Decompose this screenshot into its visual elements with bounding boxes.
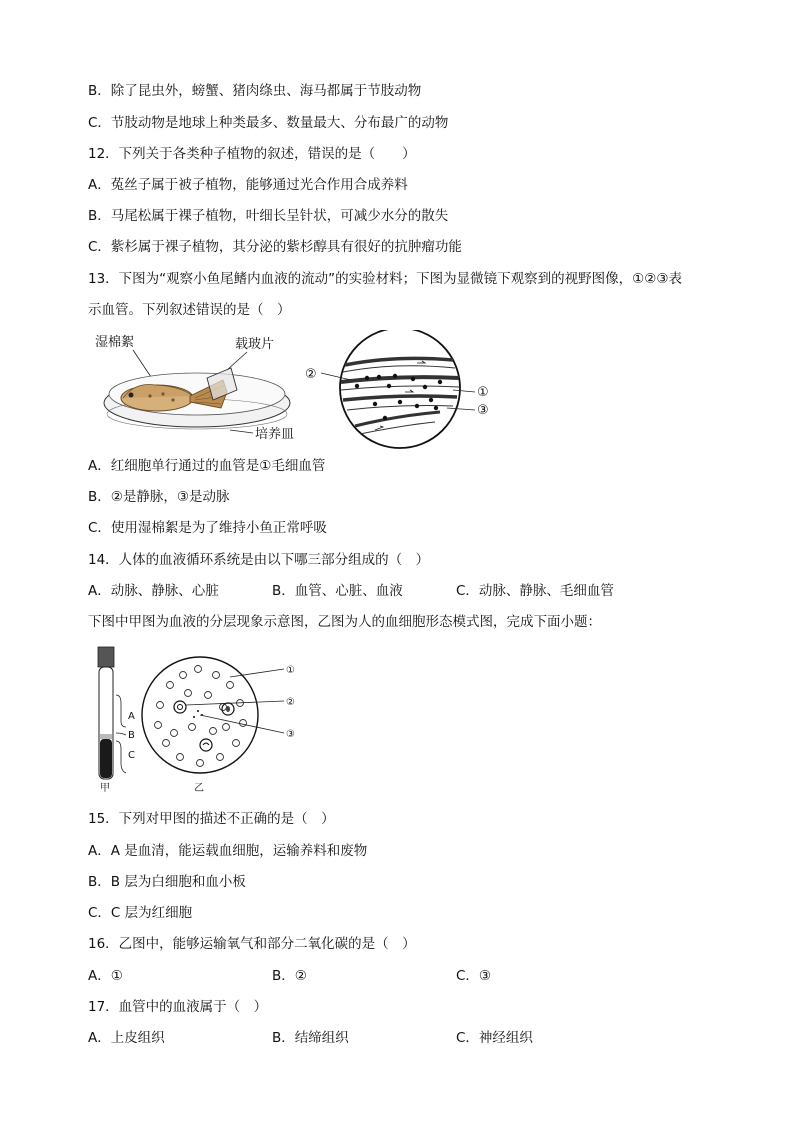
q12-option-b: B．马尾松属于裸子植物，叶细长呈针状，可减少水分的散失	[88, 208, 449, 224]
q14-option-a: A．动脉、静脉、心脏	[88, 583, 219, 599]
q16-option-c: C．③	[456, 968, 492, 984]
q14-option-b: B．血管、心脏、血液	[272, 583, 403, 599]
q17-option-b: B．结缔组织	[272, 1030, 349, 1046]
label-dish: 培养皿	[255, 427, 295, 442]
q12-option-c: C．紫杉属于裸子植物，其分泌的紫杉醇具有很好的抗肿瘤功能	[88, 239, 462, 255]
q15-option-b: B．B 层为白细胞和血小板	[88, 874, 246, 890]
label-layer-b: B	[128, 730, 135, 741]
q12-option-a: A．菟丝子属于被子植物，能够通过光合作用合成养料	[88, 177, 408, 193]
figure-fish-microscope	[95, 330, 515, 450]
q16-option-a: A．①	[88, 968, 123, 984]
q15-17-intro: 下图中甲图为血液的分层现象示意图，乙图为人的血细胞形态模式图，完成下面小题：	[88, 614, 601, 630]
test-tube-icon	[98, 647, 114, 779]
microscope-field	[340, 330, 460, 448]
q13-option-a: A．红细胞单行通过的血管是①毛细血管	[88, 458, 326, 474]
q15-stem: 15．下列对甲图的描述不正确的是（ ）	[88, 811, 335, 827]
label-cell-1: ①	[286, 665, 295, 676]
figure-blood-layers-cells	[88, 645, 318, 795]
q13-stem-line1: 13．下图为“观察小鱼尾鳍内血液的流动”的实验材料；下图为显微镜下观察到的视野图像，①②③表	[88, 271, 682, 287]
q13-option-c: C．使用湿棉絮是为了维持小鱼正常呼吸	[88, 520, 327, 536]
q17-option-c: C．神经组织	[456, 1030, 533, 1046]
q15-option-a: A．A 是血清，能运载血细胞，运输养料和废物	[88, 843, 368, 859]
label-vessel-2: ②	[305, 367, 317, 382]
q15-option-c: C．C 层为红细胞	[88, 905, 193, 921]
label-cell-2: ②	[286, 697, 295, 708]
label-yi: 乙	[194, 783, 204, 794]
q16-option-b: B．②	[272, 968, 307, 984]
q11-option-c: C．节肢动物是地球上种类最多、数量最大、分布最广的动物	[88, 115, 449, 131]
label-cell-3: ③	[286, 729, 295, 740]
q14-option-c: C．动脉、静脉、毛细血管	[456, 583, 614, 599]
q13-stem-line2: 示血管。下列叙述错误的是（ ）	[88, 302, 291, 318]
label-vessel-3: ③	[477, 403, 489, 418]
q17-option-a: A．上皮组织	[88, 1030, 165, 1046]
label-slide: 载玻片	[235, 337, 275, 352]
q14-stem: 14．人体的血液循环系统是由以下哪三部分组成的（ ）	[88, 552, 430, 568]
q17-stem: 17．血管中的血液属于（ ）	[88, 999, 268, 1015]
label-layer-c: C	[128, 750, 135, 761]
q11-option-b: B．除了昆虫外，螃蟹、猪肉绦虫、海马都属于节肢动物	[88, 83, 422, 99]
q12-stem: 12．下列关于各类种子植物的叙述，错误的是（ ）	[88, 146, 416, 162]
label-jia: 甲	[100, 783, 110, 794]
label-vessel-1: ①	[477, 385, 489, 400]
q13-option-b: B．②是静脉，③是动脉	[88, 489, 230, 505]
q16-stem: 16．乙图中，能够运输氧气和部分二氧化碳的是（ ）	[88, 936, 416, 952]
label-layer-a: A	[128, 711, 135, 722]
label-wet-cotton: 湿棉絮	[95, 335, 135, 350]
